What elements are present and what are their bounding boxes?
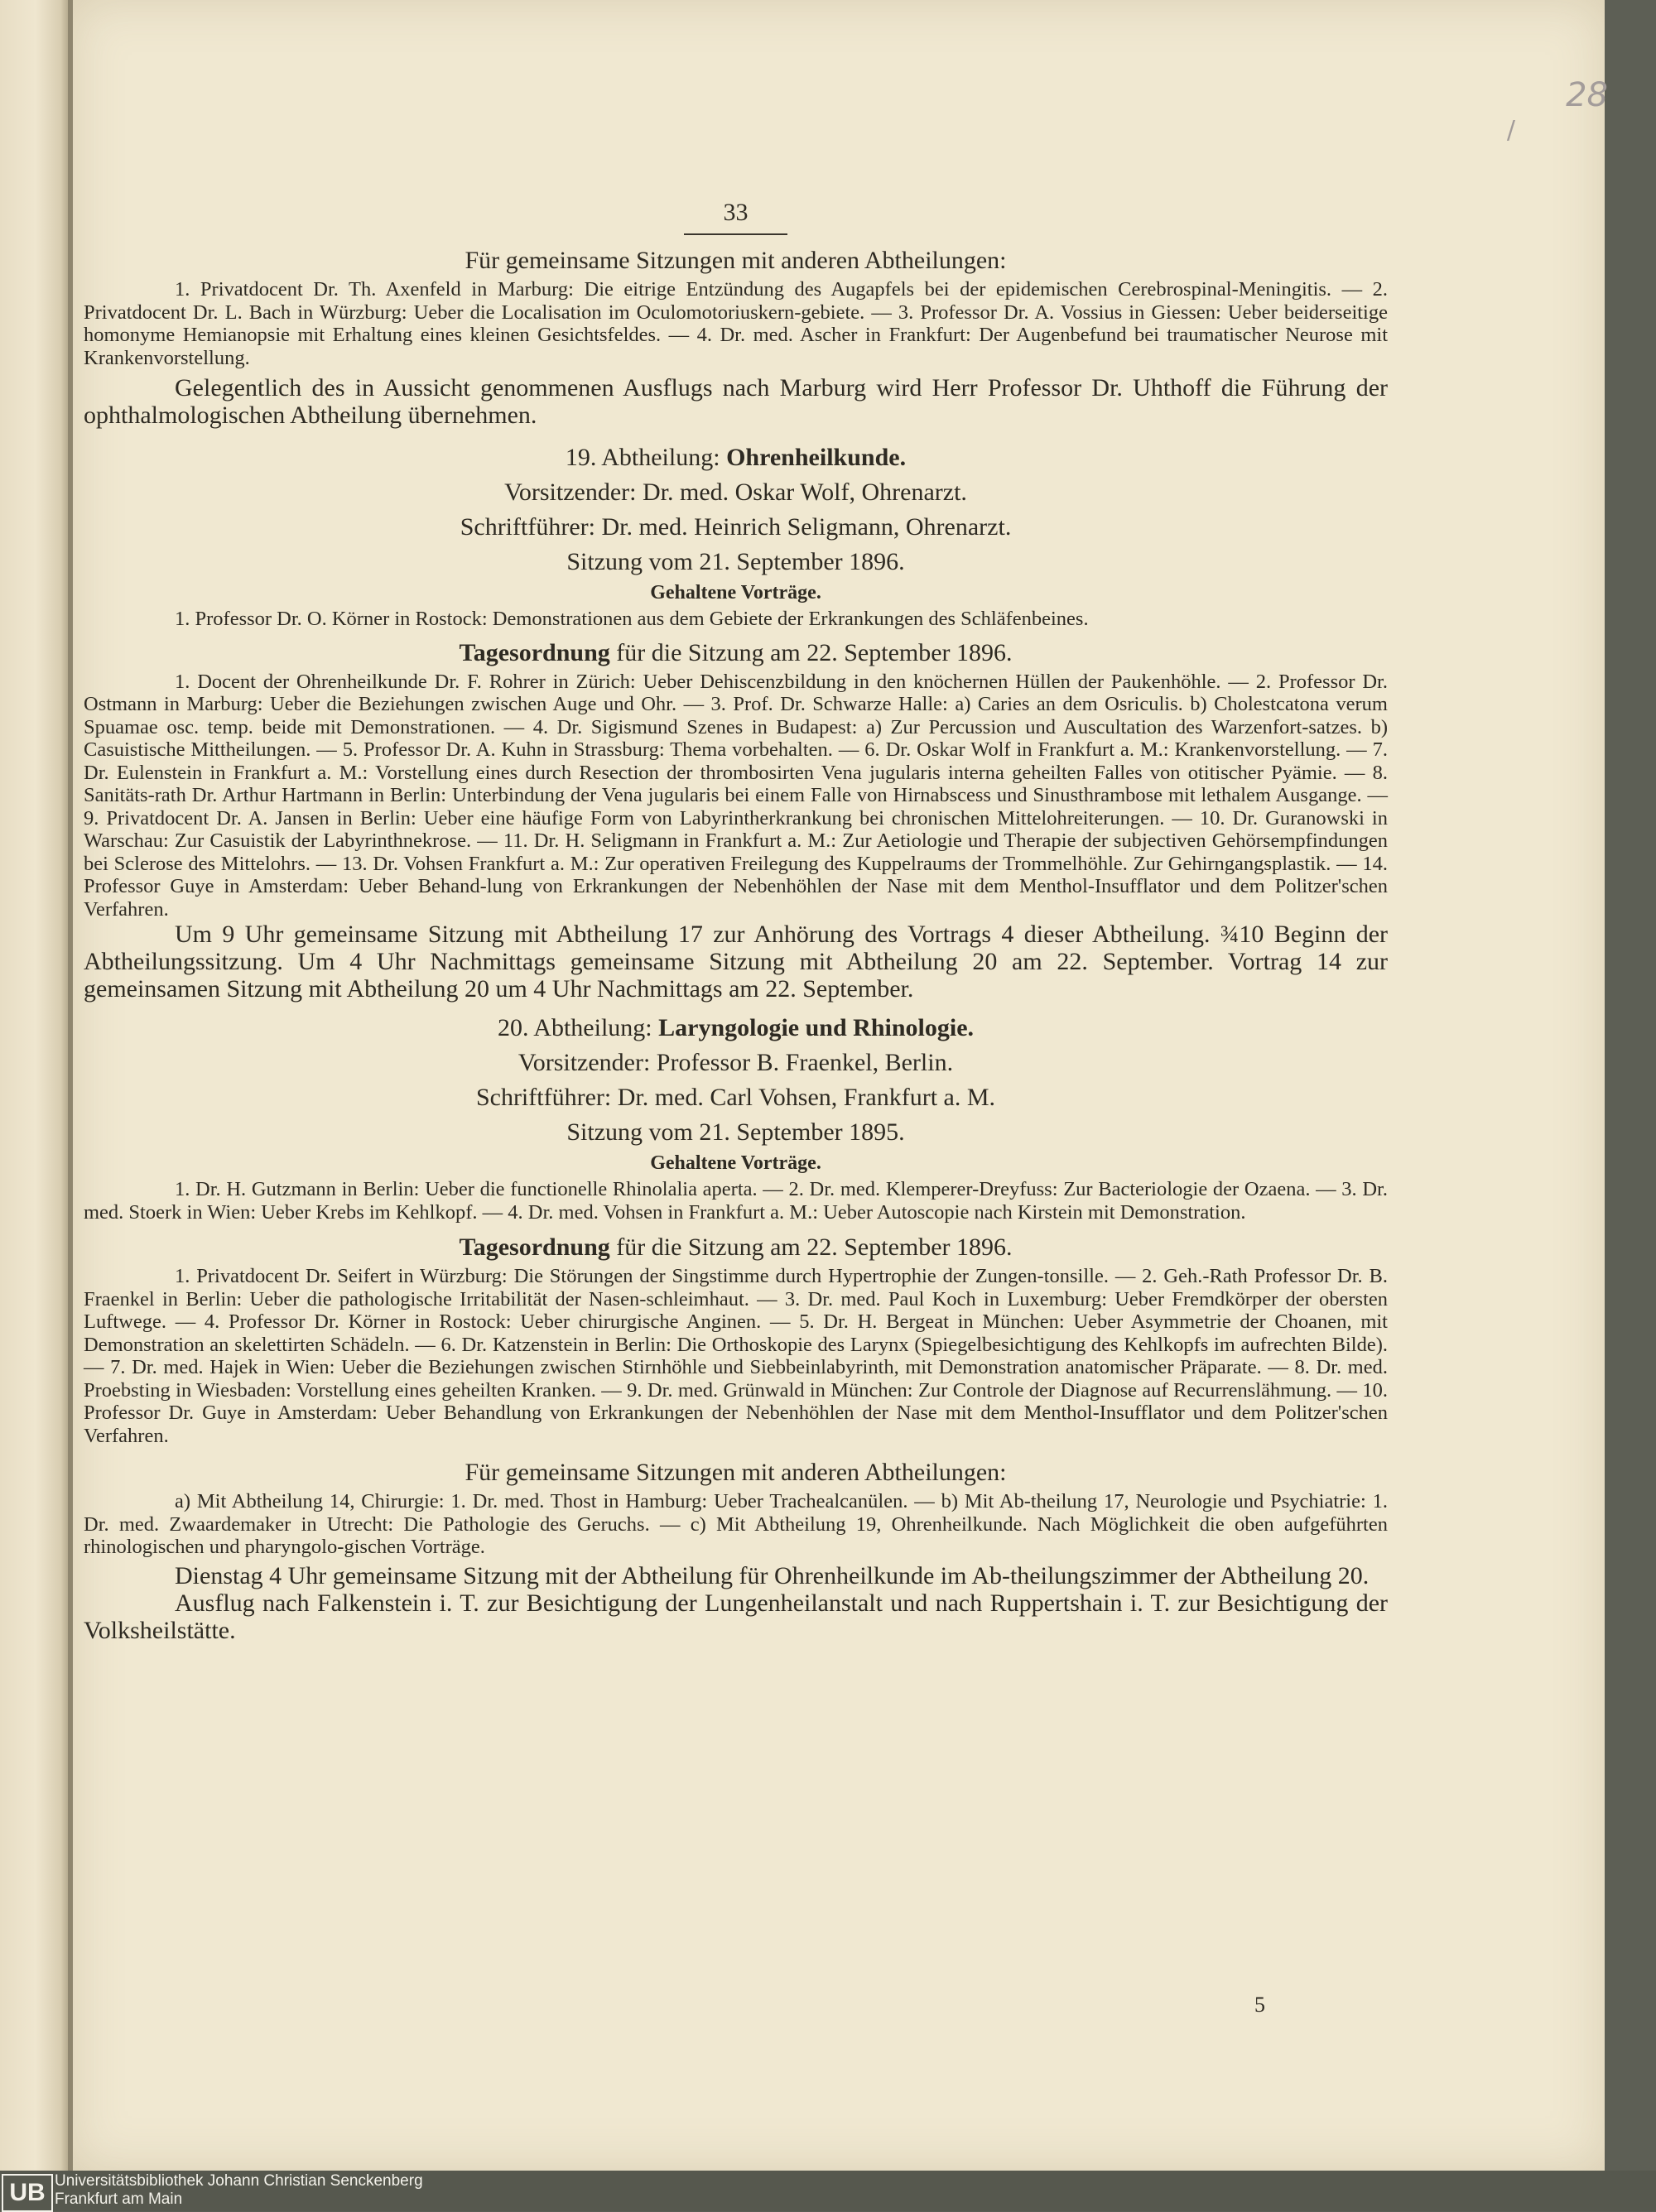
page-content — [84, 199, 1388, 1644]
library-logo: UB — [2, 2174, 53, 2212]
section-20-joint-sessions: a) Mit Abtheilung 14, Chirurgie: 1. Dr. med. Thost in Hamburg: Ueber Trachealcanülen. — b) Mit Ab-theilung 17, Neurologie und Psychiatrie: 1. Dr. med. Zwaardemaker in Utrecht: Die Pathologie des Geruchs. — c) Mit Abtheilung 19, Ohrenheilkunde. Nach Möglichkeit die oben aufgeführten rhinologischen und pharyngolo-gischen Vorträge. — [84, 1490, 1388, 1558]
book-spine-edge — [0, 0, 71, 2171]
section-19-held-lectures: 1. Professor Dr. O. Körner in Rostock: Demonstrationen aus dem Gebiete der Erkrankungen des Schläfenbeines. — [175, 608, 1089, 630]
section-20-chair: Vorsitzender: Professor B. Fraenkel, Berlin. — [518, 1049, 954, 1076]
page-number-rule — [684, 233, 787, 235]
excursion-note: Gelegentlich des in Aussicht genommenen Ausflugs nach Marburg wird Herr Professor Dr. Uhthoff die Führung der ophthalmologischen Abtheilung übernehmen. — [84, 374, 1388, 429]
section-20-title — [84, 1011, 1388, 1046]
joint-sessions-heading: Für gemeinsame Sitzungen mit anderen Abtheilungen: — [465, 247, 1007, 274]
section-20-session-date: Sitzung vom 21. September 1895. — [566, 1118, 905, 1146]
pencil-annotation: 28 — [1566, 76, 1608, 114]
scan-background — [1605, 0, 1656, 2171]
section-20-number: 20. Abtheilung: — [497, 1014, 652, 1041]
signature-mark: 5 — [1254, 1993, 1265, 2017]
section-20-agenda-heading — [84, 1230, 1388, 1265]
section-20-held-heading: Gehaltene Vorträge. — [650, 1152, 821, 1174]
section-19-agenda-heading — [84, 636, 1388, 671]
section-20-agenda: 1. Privatdocent Dr. Seifert in Würzburg: Die Störungen der Singstimme durch Hypertrophie der Zungen-tonsille. — 2. Geh.-Rath Professor Dr. B. Fraenkel in Berlin: Ueber die pathologische Irritabilität der Nasen-schleimhaut. — 3. Dr. med. Paul Koch in Luxemburg: Ueber Fremdkörper der obersten Luftwege. — 4. Professor Dr. Körner in Rostock: Ueber chirurgische Anginen. — 5. Dr. H. Bergeat in München: Ueber Asymmetrie der Choanen, mit Demonstration an skelettirten Schädeln. — 6. Dr. Katzenstein in Berlin: Die Orthoskopie des Larynx (Spiegelbesichtigung des Kehlkopfs im aufrechten Bilde). — 7. Dr. med. Hajek in Wien: Ueber die Beziehungen zwischen Stirnhöhle und Siebbeinlabyrinth, mit Demonstration anatomischer Präparate. — 8. Dr. med. Proebsting in Wiesbaden: Vorstellung eines geheilten Kranken. — 9. Dr. med. Grünwald in München: Zur Controle der Diagnose auf Recurrenslähmung. — 10. Professor Dr. Guye in Amsterdam: Ueber Behandlung von Erkrankungen der Nebenhöhlen der Nase mit dem Menthol-Insufflator und dem Politzer'schen Verfahren. — [84, 1265, 1388, 1447]
library-name: Universitätsbibliothek Johann Christian Senckenberg — [55, 2172, 423, 2190]
section-19-agenda: 1. Docent der Ohrenheilkunde Dr. F. Rohrer in Zürich: Ueber Dehiscenzbildung in den knöchernen Hüllen der Paukenhöhle. — 2. Professor Dr. Ostmann in Marburg: Ueber die Beziehungen zwischen Auge und Ohr. — 3. Prof. Dr. Schwarze Halle: a) Caries an dem Osriculis. b) Cholestcatona verum Spuamae osc. temp. beide mit Demonstrationen. — 4. Dr. Sigismund Szenes in Budapest: a) Zur Percussion und Auscultation des Warzenfort-satzes. b) Casuistische Mittheilungen. — 5. Professor Dr. A. Kuhn in Strassburg: Thema vorbehalten. — 6. Dr. Oskar Wolf in Frankfurt a. M.: Krankenvorstellung. — 7. Dr. Eulenstein in Frankfurt a. M.: Vorstellung eines durch Resection der thrombosirten Vena jugularis interna geheilten Falles von otitischer Pyämie. — 8. Sanitäts-rath Dr. Arthur Hartmann in Berlin: Unterbindung der Vena jugularis bei einem Falle von Hirnabscess und Sinusthrambose mit lethalem Ausgange. — 9. Privatdocent Dr. A. Jansen in Berlin: Ueber eine häufige Form von Labyrintherkrankung bei chronischen Mittelohreiterungen. — 10. Dr. Guranowski in Warschau: Zur Casuistik der Labyrinthnekrose. — 11. Dr. H. Seligmann in Frankfurt a. M.: Zur Aetiologie und Therapie der subjectiven Gehörsempfindungen bei Sclerose des Mittelohrs. — 13. Dr. Vohsen Frankfurt a. M.: Zur operativen Freilegung des Kuppelraums der Trommelhöhle. Zur Gehirngangsplastik. — 14. Professor Guye in Amsterdam: Ueber Behand-lung von Erkrankungen der Nebenhöhlen der Nase mit dem Menthol-Insufflator und dem Politzer'schen Verfahren. — [84, 670, 1388, 921]
agenda-label: Tagesordnung — [459, 1233, 610, 1261]
section-20-name: Laryngologie und Rhinologie. — [658, 1014, 975, 1041]
section-19-schedule: Um 9 Uhr gemeinsame Sitzung mit Abtheilung 17 zur Anhörung des Vortrags 4 dieser Abtheilung. ¾10 Beginn der Abtheilungssitzung. Um 4 Uhr Nachmittags gemeinsame Sitzung mit Abtheilung 20 am 22. September. Vortrag 14 zur gemeinsamen Sitzung mit Abtheilung 20 um 4 Uhr Nachmittags am 22. September. — [84, 921, 1388, 1003]
library-location: Frankfurt am Main — [55, 2190, 183, 2208]
section-20-tuesday-note: Dienstag 4 Uhr gemeinsame Sitzung mit der Abtheilung für Ohrenheilkunde im Ab-theilungszimmer der Abtheilung 20. — [175, 1561, 1370, 1589]
section-19-session-date: Sitzung vom 21. September 1896. — [566, 548, 905, 575]
section-19-number: 19. Abtheilung: — [565, 444, 720, 471]
agenda-date: für die Sitzung am 22. September 1896. — [616, 638, 1013, 666]
page-number: 33 — [723, 199, 749, 226]
library-footer-bar — [0, 2171, 1656, 2211]
section-19-secretary: Schriftführer: Dr. med. Heinrich Seligmann, Ohrenarzt. — [460, 513, 1012, 541]
agenda-date: für die Sitzung am 22. September 1896. — [616, 1233, 1013, 1261]
section-19-name: Ohrenheilkunde. — [726, 444, 907, 471]
section-20-secretary: Schriftführer: Dr. med. Carl Vohsen, Frankfurt a. M. — [475, 1084, 996, 1111]
section-19-chair: Vorsitzender: Dr. med. Oskar Wolf, Ohrenarzt. — [504, 478, 967, 506]
agenda-label: Tagesordnung — [459, 638, 610, 666]
section-20-excursion: Ausflug nach Falkenstein i. T. zur Besichtigung der Lungenheilanstalt und nach Ruppertshain i. T. zur Besichtigung der Volksheilstätte. — [84, 1589, 1388, 1644]
section-19-held-heading: Gehaltene Vorträge. — [650, 582, 821, 603]
section-19-title — [84, 440, 1388, 475]
section-20-joint-heading: Für gemeinsame Sitzungen mit anderen Abtheilungen: — [465, 1459, 1007, 1486]
joint-sessions-lectures: 1. Privatdocent Dr. Th. Axenfeld in Marburg: Die eitrige Entzündung des Augapfels bei der epidemischen Cerebrospinal-Meningitis. — 2. Privatdocent Dr. L. Bach in Würzburg: Ueber die Localisation im Oculomotoriuskern-gebiete. — 3. Professor Dr. A. Vossius in Giessen: Ueber beiderseitige homonyme Hemianopsie mit Erhaltung eines kleinen Gesichtsfeldes. — 4. Dr. med. Ascher in Frankfurt: Der Augenbefund bei traumatischer Neurose mit Krankenvorstellung. — [84, 278, 1388, 369]
pencil-mark: / — [1506, 116, 1515, 145]
section-20-held-lectures: 1. Dr. H. Gutzmann in Berlin: Ueber die functionelle Rhinolalia aperta. — 2. Dr. med. Klemperer-Dreyfuss: Zur Bacteriologie der Ozaena. — 3. Dr. med. Stoerk in Wien: Ueber Krebs im Kehlkopf. — 4. Dr. med. Vohsen in Frankfurt a. M.: Ueber Autoscopie nach Kirstein mit Demonstration. — [84, 1178, 1388, 1224]
